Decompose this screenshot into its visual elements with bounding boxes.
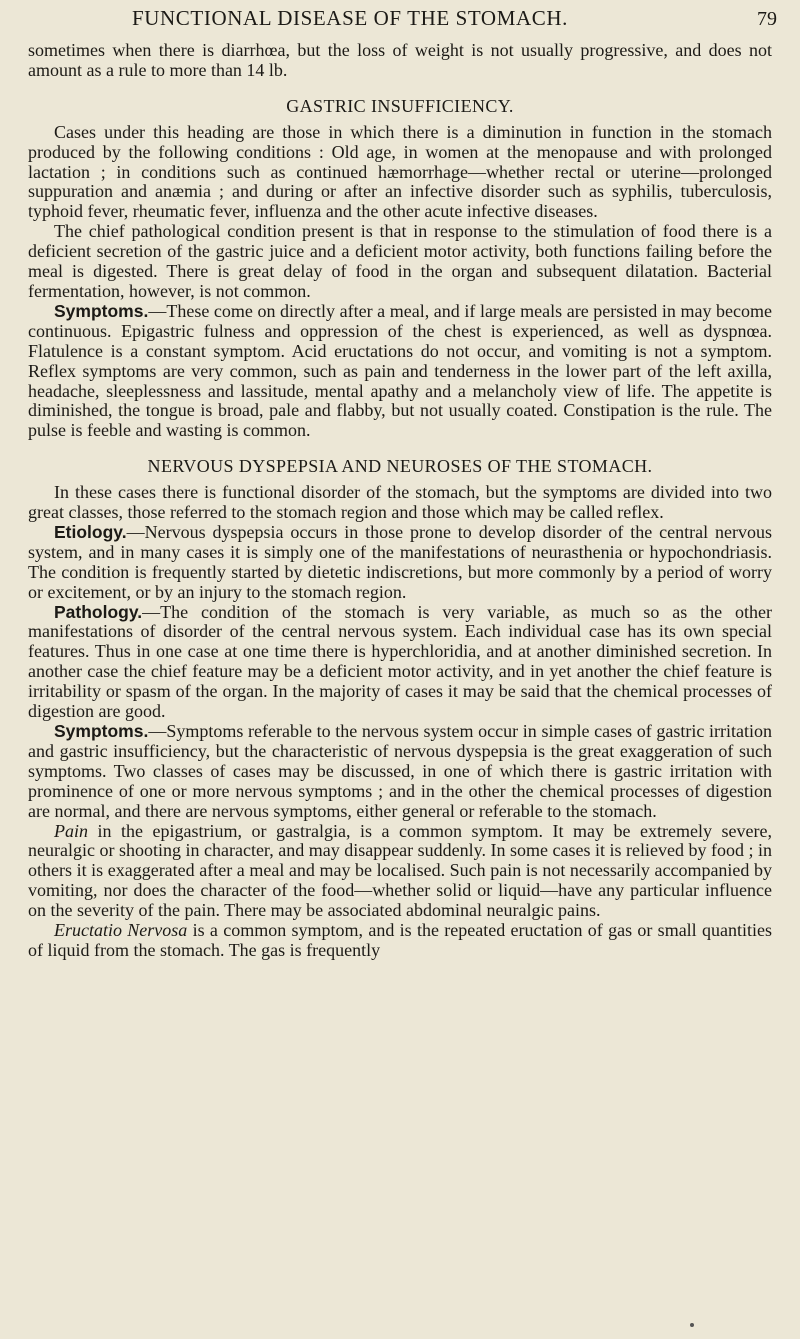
eructatio-text: is a common symptom, and is the repeated eructation of gas or small quantities of liquid from the stomach. The gas is frequently <box>28 920 772 960</box>
running-head <box>0 6 800 36</box>
symptoms-text: —These come on directly after a meal, and if large meals are persisted in may become continuous. Epigastric fulness and oppression of the chest is experienced, as well as dyspnœa. Flatulence is a constant symptom. Acid eructations do not occur, and vomiting is not a symptom. Reflex symptoms are very common, such as pain and tenderness in the lower part of the left axilla, headache, sleeplessness and lassitude, mental apathy and a melancholy view of life. The appetite is diminished, the tongue is broad, pale and flabby, but not usually coated. Constipation is the rule. The pulse is feeble and wasting is common. <box>28 300 772 441</box>
pathology-text: —The condition of the stomach is very variable, as much so as the other manifestations of disorder of the central nervous system. Each individual case has its own special features. Thus in one case at one time there is hyperchloridia, and at another diminished secretion. In another case the chief feature may be a deficient motor activity, and in yet another the chief feature is irritability or spasm of the organ. In the majority of cases it may be said that the chemical processes of digestion are good. <box>28 601 772 722</box>
etiology-text: —Nervous dyspepsia occurs in those prone to develop disorder of the central nervous system, and in many cases it is simply one of the manifestations of neurasthenia or hypochondriasis. The condition is frequently started by dietetic indiscretions, but more commonly by a period of worry or excitement, or by an injury to the stomach region. <box>28 521 772 602</box>
section-heading-nervous-dyspepsia: NERVOUS DYSPEPSIA AND NEUROSES OF THE STOMACH. <box>147 456 653 477</box>
runin-heading-pathology: Pathology. <box>54 601 143 622</box>
runin-heading-symptoms: Symptoms. <box>54 300 149 321</box>
paragraph-pain <box>28 822 772 922</box>
symptoms-nervous-text: —Symptoms referable to the nervous system occur in simple cases of gastric irritation and gastric insufficiency, but the characteristic of nervous dyspepsia is the great exaggeration of such symptoms. Two classes of cases may be discussed, in one of which there is gastric irritation with prominence of one or more nervous symptoms ; and in the other the chemical processes of digestion are normal, and there are nervous symptoms, either general or referable to the stomach. <box>28 721 772 821</box>
runin-heading-etiology: Etiology. <box>54 521 127 542</box>
runin-heading-symptoms-nervous: Symptoms. <box>54 721 149 741</box>
print-speck <box>690 1323 694 1327</box>
paragraph-symptoms-nervous <box>28 722 772 822</box>
paragraph-eructatio <box>28 921 772 961</box>
paragraph-pathology-nervous <box>28 603 772 722</box>
continued-paragraph: sometimes when there is diarrhœa, but the loss of weight is not usually progressive, and does not amount as a rule to more than 14 lb. <box>28 40 772 80</box>
paragraph-etiology <box>28 523 772 603</box>
paragraph-intro: In these cases there is functional disorder of the stomach, but the symptoms are divided into two great classes, those referred to the stomach region and those which may be called reflex. <box>28 482 772 523</box>
pain-text: in the epigastrium, or gastralgia, is a common symptom. It may be extremely severe, neuralgic or shooting in character, and may disappear suddenly. In some cases it is relieved by food ; in others it is exaggerated after a meal and may be localised. Such pain is not necessarily accompanied by vomiting, nor does the character of the food—whether solid or liquid—have any particular influence on the severity of the pain. There may be associated abdominal neuralgic pains. <box>28 820 772 921</box>
italic-term-eructatio: Eructatio Nervosa <box>54 920 188 941</box>
paragraph-conditions: Cases under this heading are those in which there is a diminution in function in the stomach produced by the following conditions : Old age, in women at the menopause and with prolonged lactation ; in conditions such as continued hæmorrhage—whether rectal or uterine—prolonged suppuration and anæmia ; and during or after an infective disorder such as syphilis, tuberculosis, typhoid fever, rheumatic fever, influenza and the other acute infective diseases. <box>28 121 772 222</box>
paragraph-symptoms <box>28 302 772 441</box>
section-heading-gastric-insufficiency: GASTRIC INSUFFICIENCY. <box>286 95 514 116</box>
running-title: FUNCTIONAL DISEASE OF THE STOMACH. <box>132 6 568 30</box>
italic-term-pain: Pain <box>54 820 88 841</box>
page-number: 79 <box>757 8 777 30</box>
body-text <box>28 41 772 961</box>
paragraph-pathology: The chief pathological condition present is that in response to the stimulation of food there is a deficient secretion of the gastric juice and a deficient motor activity, both functions failing before the meal is digested. There is great delay of food in the organ and subsequent dilatation. Bacterial fermentation, however, is not common. <box>28 221 772 301</box>
